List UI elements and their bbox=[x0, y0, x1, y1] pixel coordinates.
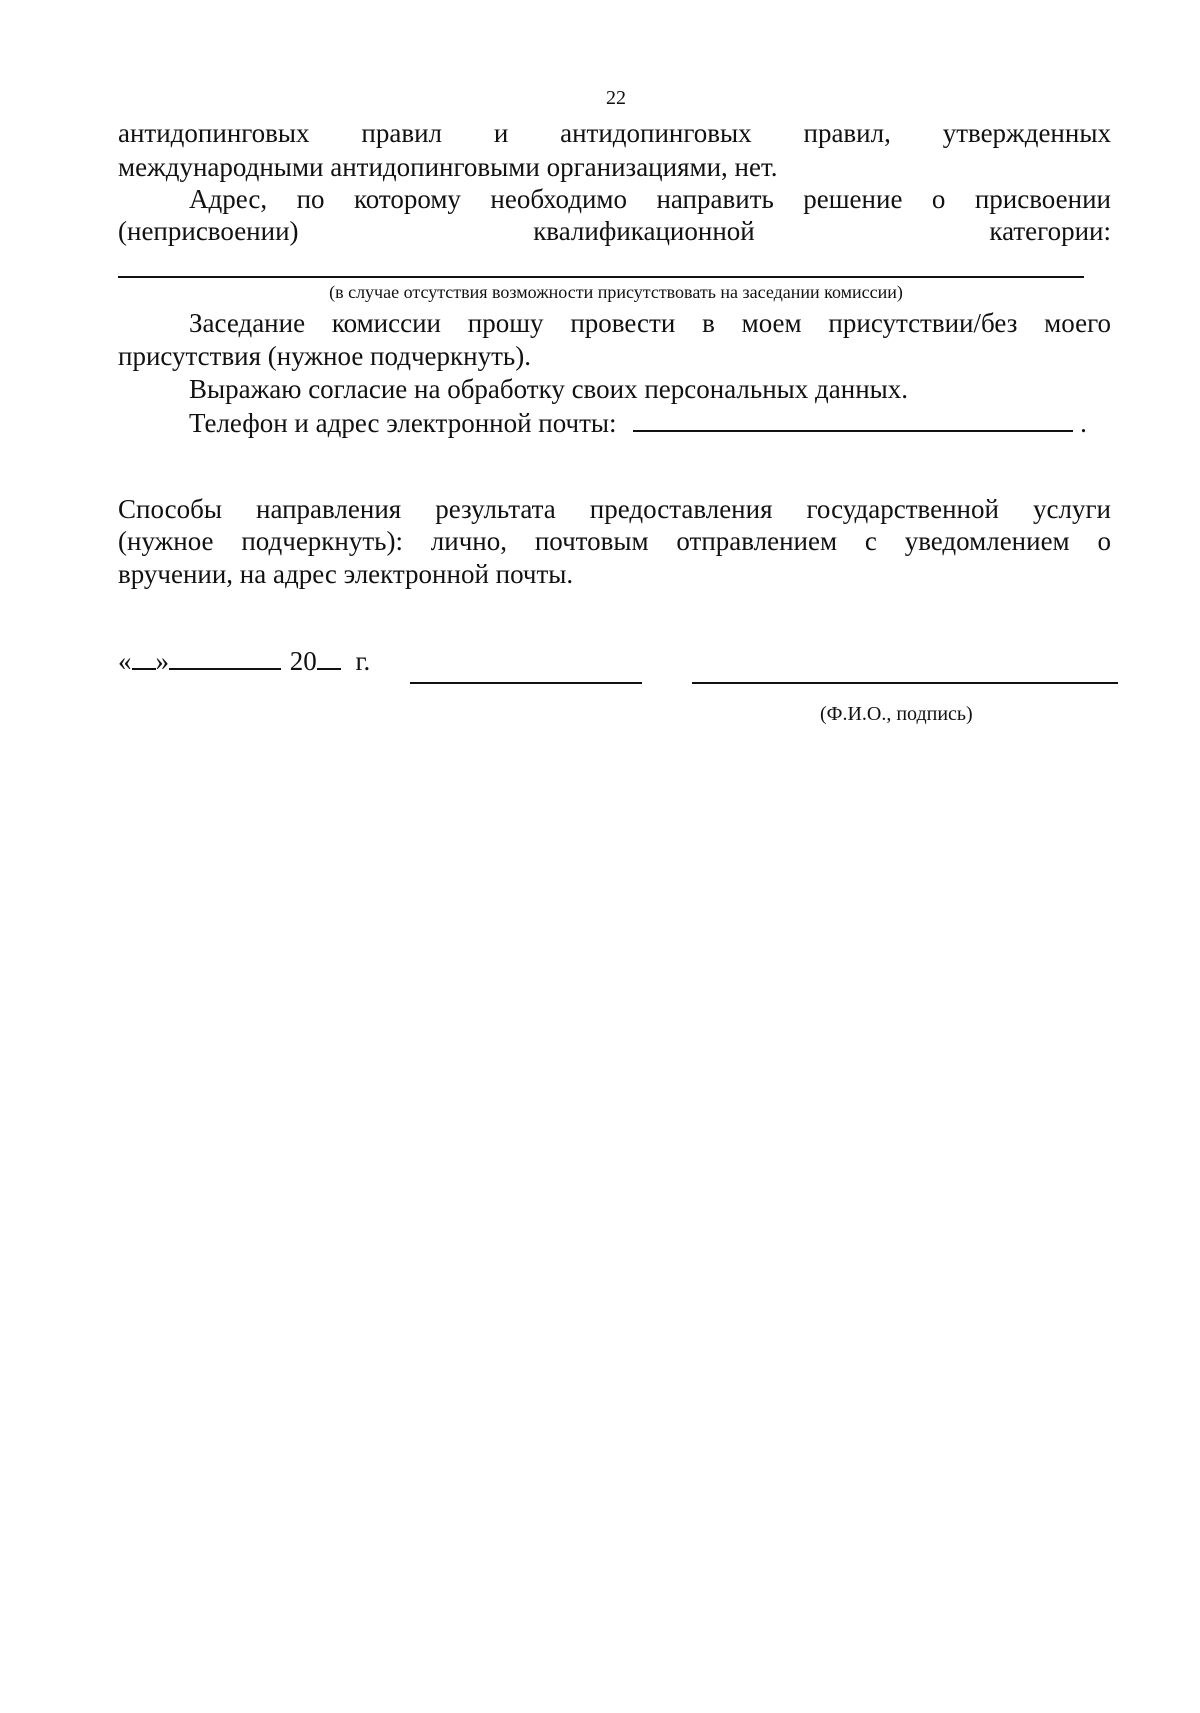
word: результата bbox=[435, 494, 556, 524]
word: (нужное bbox=[118, 526, 214, 556]
word: моем bbox=[741, 308, 802, 338]
word: о bbox=[1097, 526, 1111, 556]
word: присвоении bbox=[974, 184, 1111, 214]
paragraph-3-line-2: присутствия (нужное подчеркнуть). bbox=[118, 341, 531, 371]
word: (неприсвоении) bbox=[118, 216, 299, 246]
date-close-quote: » bbox=[155, 646, 169, 676]
year-prefix: 20 bbox=[289, 646, 317, 676]
paragraph-1-line-2: международными антидопинговыми организациями, нет. bbox=[118, 152, 778, 182]
word: правил bbox=[361, 118, 442, 148]
paragraph-2-line-1 bbox=[189, 182, 1111, 216]
page-number: 22 bbox=[606, 87, 626, 109]
word: в bbox=[702, 308, 715, 338]
word: правил, bbox=[803, 118, 891, 148]
word: категории: bbox=[989, 216, 1111, 246]
word: моего bbox=[1044, 308, 1111, 338]
signature-blank-line[interactable] bbox=[410, 682, 642, 684]
word: необходимо bbox=[490, 184, 628, 214]
word: почтовым bbox=[534, 526, 649, 556]
contact-line bbox=[189, 404, 1111, 440]
word: антидопинговых bbox=[118, 118, 310, 148]
word: утвержденных bbox=[942, 118, 1111, 148]
month-input-line[interactable] bbox=[169, 642, 281, 670]
word: уведомлением bbox=[904, 526, 1070, 556]
day-input-line[interactable] bbox=[132, 642, 156, 670]
year-input-line[interactable] bbox=[317, 642, 341, 670]
word: предоставления bbox=[589, 494, 773, 524]
consent-statement: Выражаю согласие на обработку своих персональных данных. bbox=[189, 374, 909, 404]
signature-caption: (Ф.И.О., подпись) bbox=[820, 703, 973, 725]
word: присутствии/без bbox=[828, 308, 1018, 338]
word: квалификационной bbox=[533, 216, 755, 246]
word: лично, bbox=[430, 526, 507, 556]
word: услуги bbox=[1032, 494, 1111, 524]
address-blank-line[interactable] bbox=[118, 276, 1084, 278]
name-signature-blank-line[interactable] bbox=[692, 682, 1118, 684]
paragraph-6-line-3: вручении, на адрес электронной почты. bbox=[118, 559, 574, 589]
contact-input-line[interactable] bbox=[633, 404, 1073, 432]
word: которому bbox=[354, 184, 461, 214]
paragraph-6-line-1 bbox=[118, 492, 1111, 526]
word: решение bbox=[803, 184, 903, 214]
word: о bbox=[931, 184, 946, 214]
paragraph-6-line-2 bbox=[118, 524, 1111, 558]
word: и bbox=[493, 118, 509, 148]
word: направить bbox=[656, 184, 774, 214]
year-suffix: г. bbox=[355, 646, 371, 676]
date-line bbox=[118, 642, 418, 678]
word: Адрес, bbox=[189, 184, 268, 214]
paragraph-3-line-1 bbox=[189, 306, 1111, 340]
contact-period: . bbox=[1080, 408, 1087, 438]
word: по bbox=[296, 184, 325, 214]
word: антидопинговых bbox=[560, 118, 752, 148]
paragraph-2-line-2 bbox=[118, 214, 1111, 248]
word: прошу bbox=[467, 308, 544, 338]
word: отправлением bbox=[676, 526, 838, 556]
word: государственной bbox=[806, 494, 999, 524]
address-caption: (в случае отсутствия возможности присутствовать на заседании комиссии) bbox=[329, 282, 903, 302]
contact-label: Телефон и адрес электронной почты: bbox=[189, 408, 617, 438]
word: провести bbox=[570, 308, 676, 338]
word: с bbox=[864, 526, 877, 556]
date-open-quote: « bbox=[118, 646, 132, 676]
paragraph-1-line-1 bbox=[118, 116, 1111, 150]
word: Способы bbox=[118, 494, 222, 524]
word: Заседание bbox=[189, 308, 306, 338]
word: направления bbox=[256, 494, 402, 524]
word: комиссии bbox=[331, 308, 441, 338]
word: подчеркнуть): bbox=[241, 526, 403, 556]
